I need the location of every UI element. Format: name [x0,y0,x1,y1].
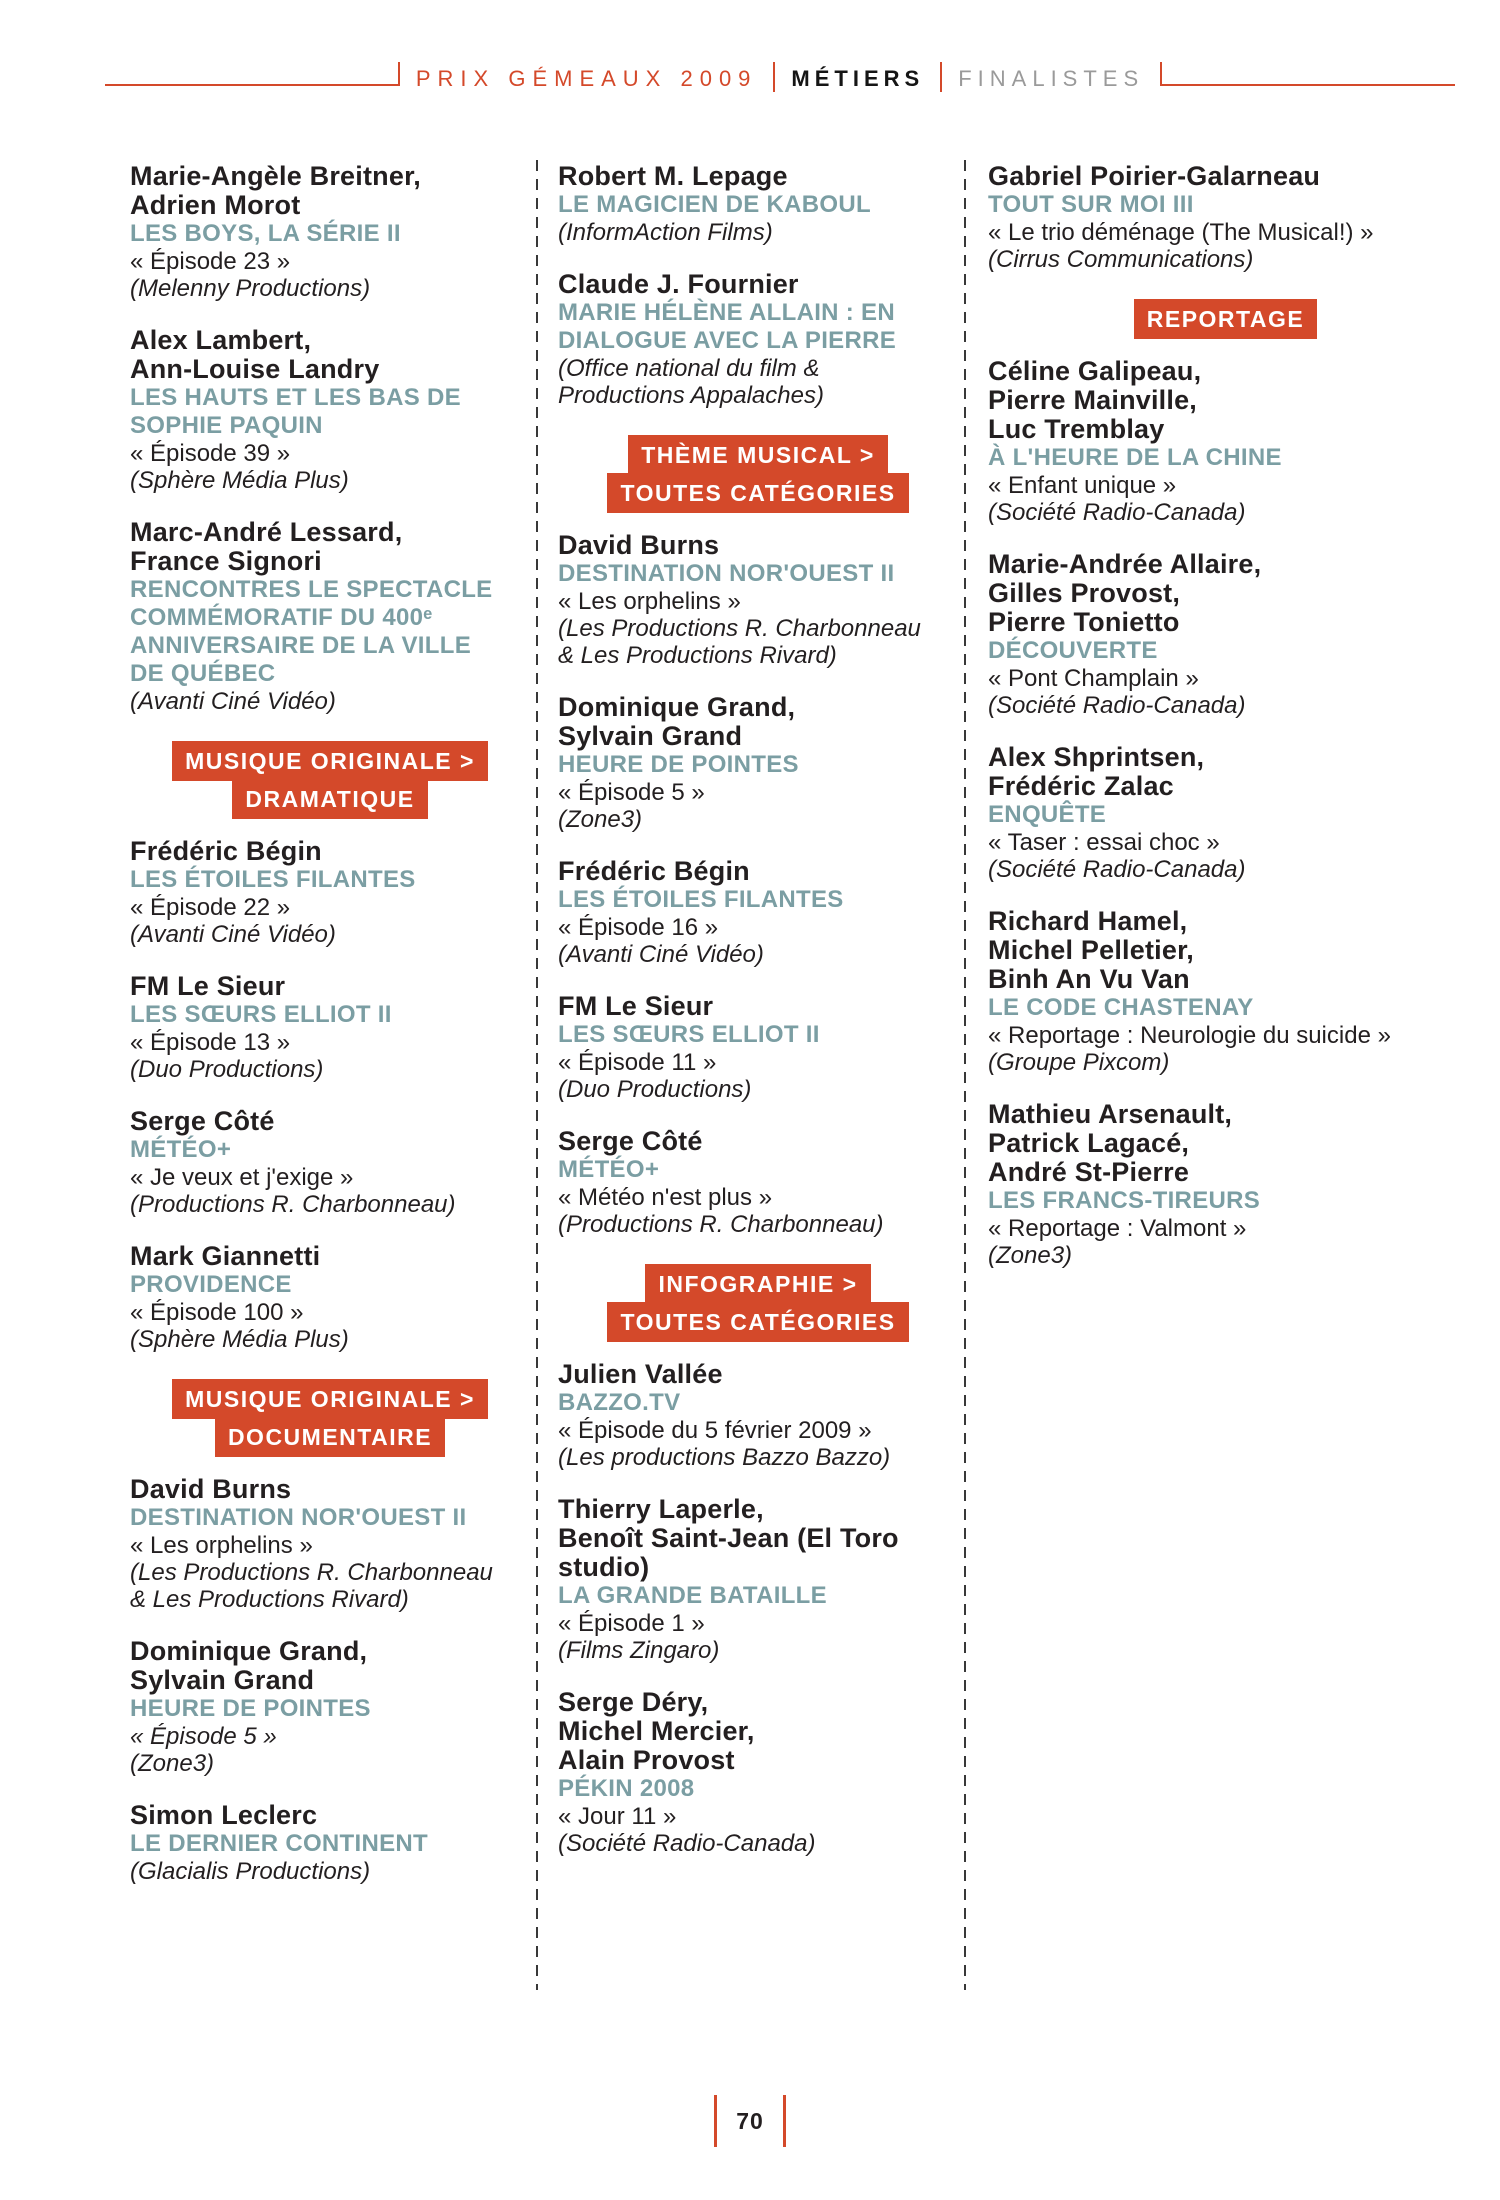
category-badge [558,437,958,513]
finalist-names: Mathieu Arsenault, Patrick Lagacé, André St-Pierre [988,1099,1233,1187]
episode-label: « Épisode 16 » [558,914,719,941]
finalist-entry [988,357,1463,526]
category-badge-label: DOCUMENTAIRE [215,1417,445,1457]
show-title: LE MAGICIEN DE KABOUL [558,191,871,218]
episode-label: « Épisode 100 » [130,1299,304,1326]
finalist-entry [130,1475,530,1613]
production-credit: (Productions R. Charbonneau) [558,1211,884,1238]
production-credit: (Melenny Productions) [130,275,371,302]
production-credit: (Cirrus Communications) [988,246,1254,273]
episode-label: « Les orphelins » [558,588,741,615]
production-credit: (Productions R. Charbonneau) [130,1191,456,1218]
finalist-entry [130,162,530,302]
episode-label: « Reportage : Valmont » [988,1215,1247,1242]
finalists-column-3 [988,162,1463,1293]
finalist-names: Richard Hamel, Michel Pelletier, Binh An Vu Van [988,906,1194,994]
episode-label: « Jour 11 » [558,1803,677,1830]
show-title: LES FRANCS-TIREURS [988,1187,1261,1214]
production-credit: (Avanti Ciné Vidéo) [130,921,336,948]
finalist-entry [130,1801,530,1885]
production-credit: (Société Radio-Canada) [988,499,1246,526]
category-badge-label: MUSIQUE ORIGINALE > [172,741,488,781]
section-title: MÉTIERS [791,66,925,91]
finalist-entry [130,1242,530,1353]
production-credit: (Films Zingaro) [558,1637,720,1664]
production-credit: (Groupe Pixcom) [988,1049,1170,1076]
show-title: DESTINATION NOR'OUEST II [130,1504,467,1531]
show-title: HEURE DE POINTES [558,751,799,778]
episode-label: « Je veux et j'exige » [130,1164,354,1191]
show-title: LES ÉTOILES FILANTES [558,886,844,913]
show-title: LES SŒURS ELLIOT II [558,1021,820,1048]
finalist-entry [558,1127,958,1238]
production-credit: (Avanti Ciné Vidéo) [558,941,764,968]
finalist-entry [130,518,530,715]
category-badge-label: INFOGRAPHIE > [645,1264,870,1304]
header-rule-right [1160,66,1455,92]
production-credit: (Les Productions R. Charbonneau & Les Productions Rivard) [558,615,921,669]
category-badge [130,1381,530,1457]
category-badge-label: TOUTES CATÉGORIES [607,1302,908,1342]
finalist-entry [130,1637,530,1777]
finalist-names: Gabriel Poirier-Galarneau [988,161,1321,191]
show-title: RENCONTRES LE SPECTACLE COMMÉMORATIF DU 400ᵉ ANNIVERSAIRE DE LA VILLE DE QUÉBEC [130,576,493,687]
show-title: LE CODE CHASTENAY [988,994,1254,1021]
category-badge [988,301,1463,339]
production-credit: (Société Radio-Canada) [988,692,1246,719]
finalist-entry [558,1688,958,1857]
show-title: LES SŒURS ELLIOT II [130,1001,392,1028]
show-title: BAZZO.TV [558,1389,681,1416]
episode-label: « Épisode 39 » [130,440,291,467]
finalist-names: Dominique Grand, Sylvain Grand [130,1636,368,1695]
finalist-entry [558,857,958,968]
finalist-names: FM Le Sieur [558,991,714,1021]
show-title: MÉTÉO+ [130,1136,232,1163]
header-rule-left [105,66,400,92]
finalist-names: Simon Leclerc [130,1800,318,1830]
finalist-names: Frédéric Bégin [130,836,322,866]
finalist-names: Thierry Laperle, Benoît Saint-Jean (El Toro studio) [558,1494,899,1582]
finalists-column-2 [558,162,958,1881]
finalist-names: FM Le Sieur [130,971,286,1001]
finalist-entry [558,1360,958,1471]
finalist-entry [558,693,958,833]
show-title: À L'HEURE DE LA CHINE [988,444,1282,471]
production-credit: (Société Radio-Canada) [988,856,1246,883]
finalist-entry [988,1100,1463,1269]
episode-label: « Épisode du 5 février 2009 » [558,1417,872,1444]
finalist-names: Alex Shprintsen, Frédéric Zalac [988,742,1205,801]
category-badge-label: DRAMATIQUE [232,779,427,819]
status-title: FINALISTES [958,66,1145,91]
finalist-names: Serge Côté [558,1126,703,1156]
category-badge [130,743,530,819]
finalist-names: Alex Lambert, Ann-Louise Landry [130,325,380,384]
category-badge-label: TOUTES CATÉGORIES [607,473,908,513]
show-title: LE DERNIER CONTINENT [130,1830,429,1857]
finalist-names: Serge Côté [130,1106,275,1136]
production-credit: (Glacialis Productions) [130,1858,371,1885]
finalist-names: Marie-Andrée Allaire, Gilles Provost, Pierre Tonietto [988,549,1262,637]
column-divider-2 [964,160,966,1990]
finalist-entry [558,531,958,669]
header-separator [773,62,775,92]
episode-label: « Épisode 5 » [558,779,705,806]
finalist-entry [988,743,1463,883]
production-credit: (Sphère Média Plus) [130,1326,349,1353]
category-badge-label: REPORTAGE [1134,299,1317,339]
finalist-entry [130,972,530,1083]
finalist-names: Marie-Angèle Breitner, Adrien Morot [130,161,421,220]
show-title: LES ÉTOILES FILANTES [130,866,416,893]
show-title: PÉKIN 2008 [558,1775,695,1802]
production-credit: (Les productions Bazzo Bazzo) [558,1444,891,1471]
page-header [105,58,1455,92]
episode-label: « Épisode 1 » [558,1610,705,1637]
page-number-bar-left [714,2095,717,2147]
production-credit: (Duo Productions) [558,1076,752,1103]
episode-label: « Le trio déménage (The Musical!) » [988,219,1374,246]
page-number-bar-right [783,2095,786,2147]
finalist-names: Robert M. Lepage [558,161,788,191]
category-badge-label: THÈME MUSICAL > [628,435,888,475]
award-title: PRIX GÉMEAUX 2009 [415,66,758,91]
header-separator [940,62,942,92]
episode-label: « Épisode 13 » [130,1029,291,1056]
production-credit: (Avanti Ciné Vidéo) [130,688,336,715]
finalist-entry [558,992,958,1103]
finalist-names: Dominique Grand, Sylvain Grand [558,692,796,751]
production-credit: (InformAction Films) [558,219,773,246]
finalist-entry [558,1495,958,1664]
show-title: LA GRANDE BATAILLE [558,1582,827,1609]
finalist-entry [130,1107,530,1218]
show-title: HEURE DE POINTES [130,1695,371,1722]
finalist-entry [130,326,530,494]
finalist-names: Céline Galipeau, Pierre Mainville, Luc Tremblay [988,356,1202,444]
finalist-entry [988,162,1463,273]
finalist-names: Marc-André Lessard, France Signori [130,517,403,576]
episode-label: « Météo n'est plus » [558,1184,773,1211]
episode-label: « Taser : essai choc » [988,829,1220,856]
show-title: PROVIDENCE [130,1271,292,1298]
episode-label: « Épisode 23 » [130,248,291,275]
column-divider-1 [536,160,538,1990]
show-title: LES HAUTS ET LES BAS DE SOPHIE PAQUIN [130,384,461,439]
show-title: ENQUÊTE [988,801,1107,828]
production-credit: (Office national du film & Productions Appalaches) [558,355,824,409]
show-title: TOUT SUR MOI III [988,191,1194,218]
category-badge [558,1266,958,1342]
finalist-entry [558,270,958,409]
page-footer [0,2093,1500,2149]
production-credit: (Zone3) [988,1242,1073,1269]
episode-label: « Épisode 11 » [558,1049,717,1076]
finalist-entry [558,162,958,246]
finalist-names: Julien Vallée [558,1359,723,1389]
production-credit: (Société Radio-Canada) [558,1830,816,1857]
finalist-entry [988,907,1463,1076]
page-number: 70 [736,2107,764,2134]
production-credit: (Duo Productions) [130,1056,324,1083]
episode-label: « Les orphelins » [130,1532,313,1559]
episode-label: « Épisode 5 » [130,1723,277,1750]
category-badge-label: MUSIQUE ORIGINALE > [172,1379,488,1419]
finalists-column-1 [130,162,530,1909]
show-title: LES BOYS, LA SÉRIE II [130,220,401,247]
episode-label: « Reportage : Neurologie du suicide » [988,1022,1391,1049]
finalist-names: Frédéric Bégin [558,856,750,886]
production-credit: (Zone3) [130,1750,215,1777]
production-credit: (Les Productions R. Charbonneau & Les Productions Rivard) [130,1559,493,1613]
show-title: DESTINATION NOR'OUEST II [558,560,895,587]
finalist-names: Claude J. Fournier [558,269,799,299]
episode-label: « Épisode 22 » [130,894,291,921]
episode-label: « Enfant unique » [988,472,1177,499]
finalist-names: Serge Déry, Michel Mercier, Alain Provost [558,1687,755,1775]
finalist-entry [988,550,1463,719]
show-title: MÉTÉO+ [558,1156,660,1183]
finalist-names: David Burns [558,530,720,560]
show-title: DÉCOUVERTE [988,637,1158,664]
finalist-names: Mark Giannetti [130,1241,321,1271]
production-credit: (Sphère Média Plus) [130,467,349,494]
finalist-entry [130,837,530,948]
episode-label: « Pont Champlain » [988,665,1199,692]
finalist-names: David Burns [130,1474,292,1504]
production-credit: (Zone3) [558,806,643,833]
show-title: MARIE HÉLÈNE ALLAIN : EN DIALOGUE AVEC LA PIERRE [558,299,897,354]
